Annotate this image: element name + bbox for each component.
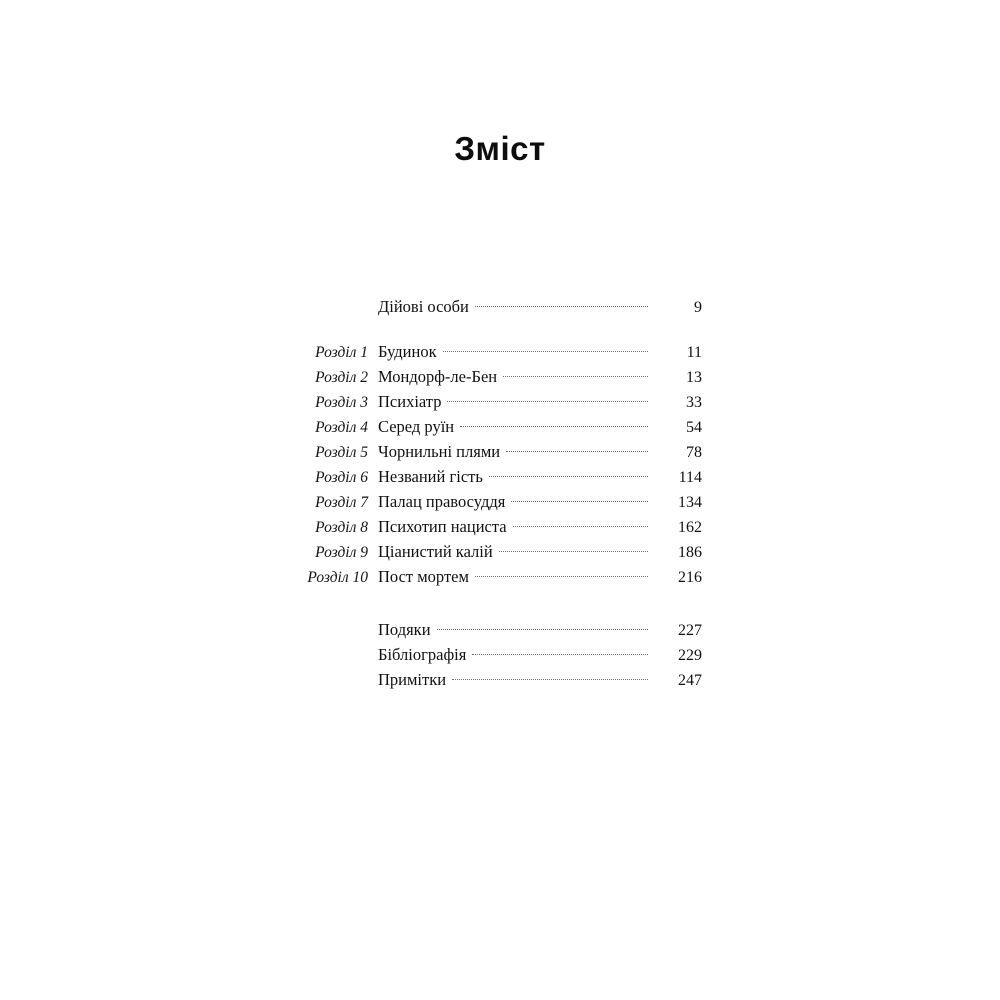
toc-page-number: 216 [678,569,702,586]
toc-entry-title: Мондорф-ле-Бен [378,367,498,386]
toc-row[interactable] [282,492,702,517]
toc-chapters-group [282,342,702,592]
toc-leader-dots [460,426,648,427]
toc-page-number: 134 [678,494,702,511]
toc-leader-dots [499,551,648,552]
toc-leader-dots [489,476,648,477]
toc-row[interactable] [282,517,702,542]
toc-chapter-label: Розділ 1 [315,344,368,361]
toc-row[interactable] [282,467,702,492]
toc-entry-title: Ціанистий калій [378,542,493,561]
toc-leader-dots [503,376,648,377]
toc-page-number: 11 [686,344,702,361]
toc-entry-title: Психотип нациста [378,517,507,536]
table-of-contents [282,297,702,695]
toc-chapter-label: Розділ 3 [315,394,368,411]
toc-row[interactable] [282,342,702,367]
toc-entry-title: Подяки [378,620,431,639]
toc-leader-dots [513,526,648,527]
toc-leader-dots [511,501,648,502]
toc-chapter-label: Розділ 6 [315,469,368,486]
toc-entry-title: Бібліографія [378,645,467,664]
toc-group-spacer [282,592,702,620]
toc-leader-dots [475,306,648,307]
toc-page-number: 227 [678,622,702,639]
toc-row[interactable] [282,670,702,695]
toc-leader-dots [443,351,648,352]
toc-row[interactable] [282,567,702,592]
toc-page-number: 247 [678,672,702,689]
toc-chapter-label: Розділ 2 [315,369,368,386]
toc-entry-title: Примітки [378,670,447,689]
toc-row[interactable] [282,542,702,567]
toc-row[interactable] [282,620,702,645]
toc-chapter-label: Розділ 9 [315,544,368,561]
toc-row[interactable] [282,417,702,442]
toc-leader-dots [475,576,648,577]
toc-leader-dots [472,654,648,655]
toc-page-number: 162 [678,519,702,536]
toc-entry-title: Психіатр [378,392,442,411]
toc-chapter-label: Розділ 4 [315,419,368,436]
toc-group-spacer [282,322,702,342]
toc-row[interactable] [282,392,702,417]
toc-chapter-label: Розділ 7 [315,494,368,511]
toc-row[interactable] [282,297,702,322]
toc-page-number: 78 [686,444,702,461]
toc-entry-title: Пост мортем [378,567,469,586]
toc-leader-dots [452,679,648,680]
toc-entry-title: Серед руїн [378,417,455,436]
toc-entry-title: Чорнильні плями [378,442,501,461]
toc-entry-title: Палац правосуддя [378,492,506,511]
toc-page-number: 9 [694,299,702,316]
toc-page-number: 54 [686,419,702,436]
toc-leader-dots [447,401,648,402]
toc-leader-dots [437,629,648,630]
toc-page-number: 229 [678,647,702,664]
toc-leader-dots [506,451,648,452]
toc-entry-title: Незваний гість [378,467,483,486]
toc-page-number: 186 [678,544,702,561]
page-title: Зміст [454,130,546,167]
toc-row[interactable] [282,367,702,392]
toc-row[interactable] [282,645,702,670]
toc-page-number: 114 [678,469,702,486]
toc-page-number: 13 [686,369,702,386]
toc-back-matter-group [282,620,702,695]
toc-entry-title: Будинок [378,342,437,361]
toc-chapter-label: Розділ 5 [315,444,368,461]
toc-page-number: 33 [686,394,702,411]
toc-row[interactable] [282,442,702,467]
toc-front-matter-group [282,297,702,322]
toc-chapter-label: Розділ 10 [307,569,368,586]
toc-entry-title: Дійові особи [378,297,469,316]
toc-chapter-label: Розділ 8 [315,519,368,536]
